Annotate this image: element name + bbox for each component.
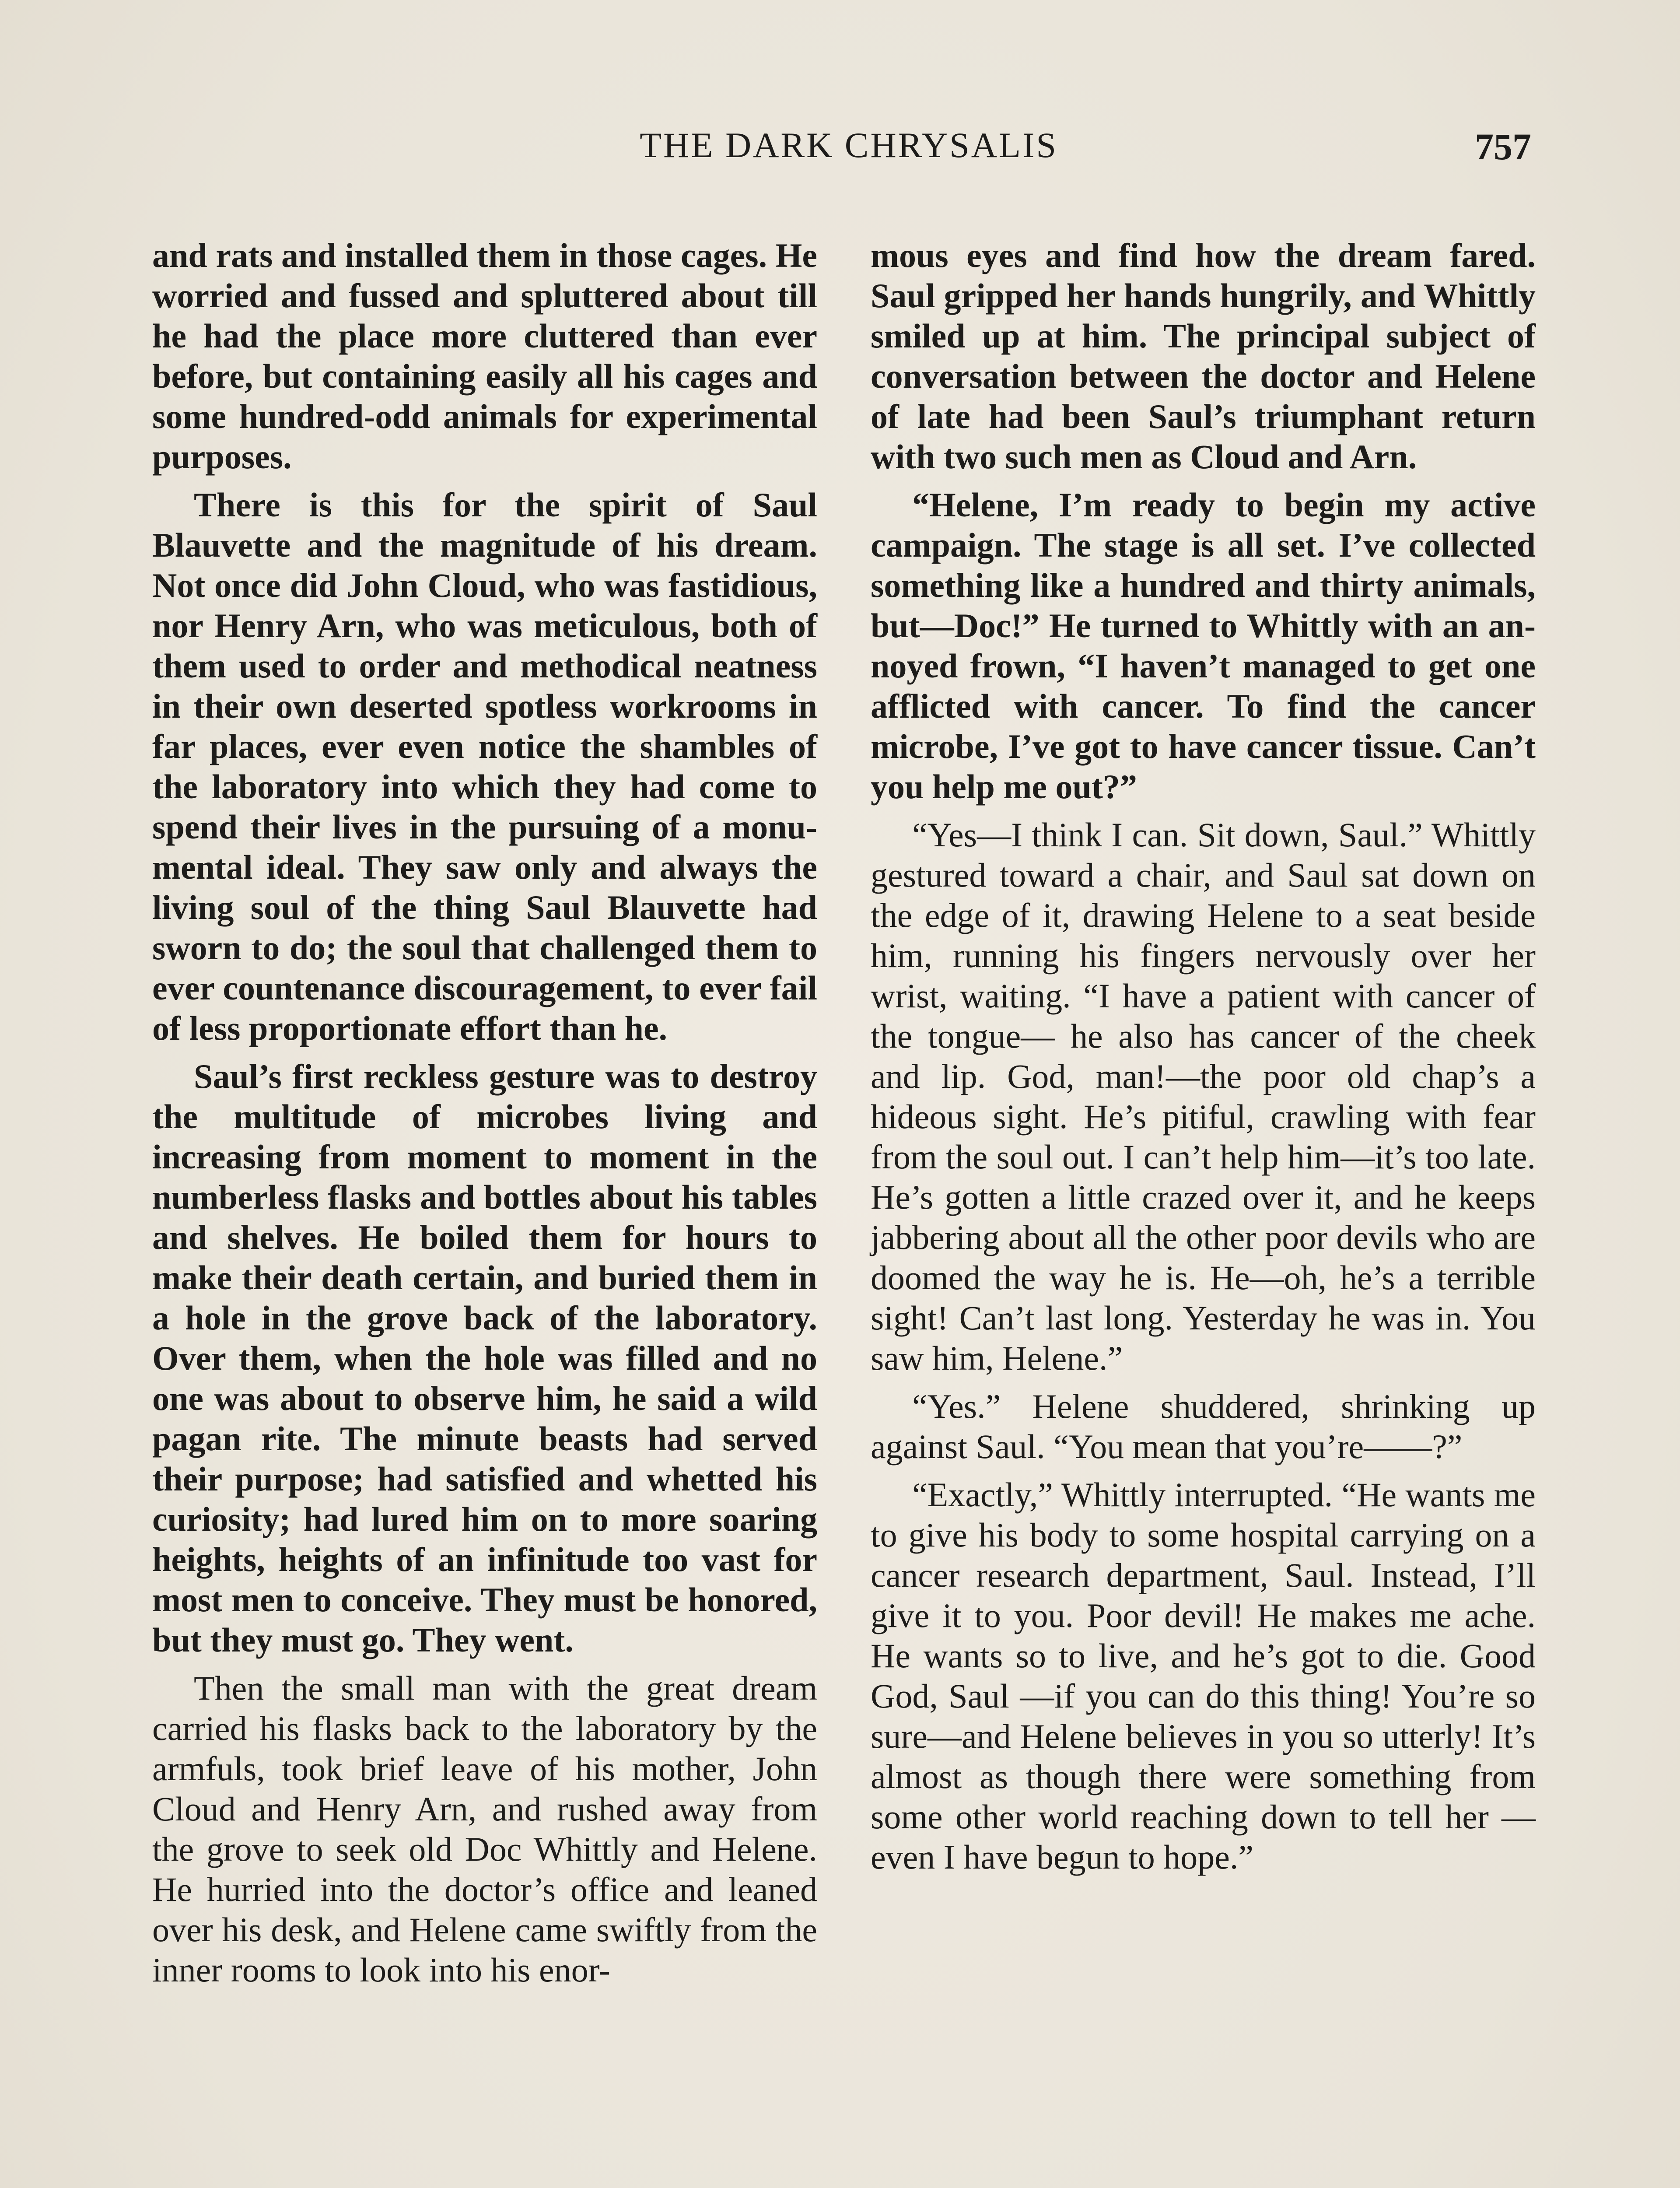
paragraph: Then the small man with the great dream carried his flasks back to the laboratory by the armfuls, took brief leave of his mother, John Cloud and Henry Arn, and rushed away from the grove to seek old Doc Whittly and Helene. He hurried into the doctor’s office and leaned over his desk, and Helene came swiftly from the inner rooms to look into his enor- (152, 1669, 817, 1989)
paragraph: “Yes—I think I can. Sit down, Saul.” Whittly gestured toward a chair, and Saul sat down on the edge of it, drawing Helene to a seat beside him, running his fingers nervously over her wrist, waiting. “I have a patient with cancer of the tongue— he also has cancer of the cheek and lip. God, man!—the poor old chap’s a hideous sight. He’s pitiful, crawling with fear from the soul out. I can’t help him—it’s too late. He’s gotten a little crazed over it, and he keeps jabbering about all the other poor devils who are doomed the way he is. He—oh, he’s a terrible sight! Can’t last long. Yesterday he was in. You saw him, Helene.” (871, 816, 1536, 1377)
paragraph: mous eyes and find how the dream fared. Saul gripped her hands hungrily, and Whittly smiled up at him. The principal subject of conversation between the doctor and Helene of late had been Saul’s triumphant return with two such men as Cloud and Arn. (871, 236, 1536, 476)
paragraph: “Helene, I’m ready to begin my active campaign. The stage is all set. I’ve collected something like a hundred and thirty animals, but—Doc!” He turned to Whittly with an annoyed frown, “I haven’t managed to get one afflicted with cancer. To find the cancer microbe, I’ve got to have cancer tissue. Can’t you help me out?” (871, 486, 1536, 806)
running-title: THE DARK CHRYSALIS (640, 125, 1058, 165)
paragraph: “Yes.” Helene shuddered, shrinking up against Saul. “You mean that you’re——?” (871, 1387, 1536, 1466)
running-header (0, 125, 1680, 173)
right-column (871, 235, 1536, 1885)
page-number: 757 (1475, 126, 1531, 168)
paragraph: There is this for the spirit of Saul Blauvette and the magnitude of his dream. Not once did John Cloud, who was fastidious, nor Henry Arn, who was meticulous, both of them used to order and methodical neatness in their own deserted spotless workrooms in far places, ever even notice the shambles of the laboratory into which they had come to spend their lives in the pursuing of a monumental ideal. They saw only and always the living soul of the thing Saul Blauvette had sworn to do; the soul that challenged them to ever countenance discouragement, to ever fail of less proportionate effort than he. (152, 486, 817, 1047)
left-column (152, 235, 817, 1998)
paragraph: “Exactly,” Whittly interrupted. “He wants me to give his body to some hospital carrying on a cancer research department, Saul. Instead, I’ll give it to you. Poor devil! He makes me ache. He wants so to live, and he’s got to die. Good God, Saul —if you can do this thing! You’re so sure—and Helene believes in you so utterly! It’s almost as though there were something from some other world reaching down to tell her —even I have begun to hope.” (871, 1476, 1536, 1876)
paragraph: and rats and installed them in those cages. He worried and fussed and spluttered about till he had the place more cluttered than ever before, but containing easily all his cages and some hundred-odd animals for experimental purposes. (152, 236, 817, 476)
paragraph: Saul’s first reckless gesture was to destroy the multitude of microbes living and increasing from moment to moment in the numberless flasks and bottles about his tables and shelves. He boiled them for hours to make their death certain, and buried them in a hole in the grove back of the laboratory. Over them, when the hole was filled and no one was about to observe him, he said a wild pagan rite. The minute beasts had served their purpose; had satisfied and whetted his curiosity; had lured him on to more soaring heights, heights of an infinitude too vast for most men to conceive. They must be honored, but they must go. They went. (152, 1057, 817, 1659)
